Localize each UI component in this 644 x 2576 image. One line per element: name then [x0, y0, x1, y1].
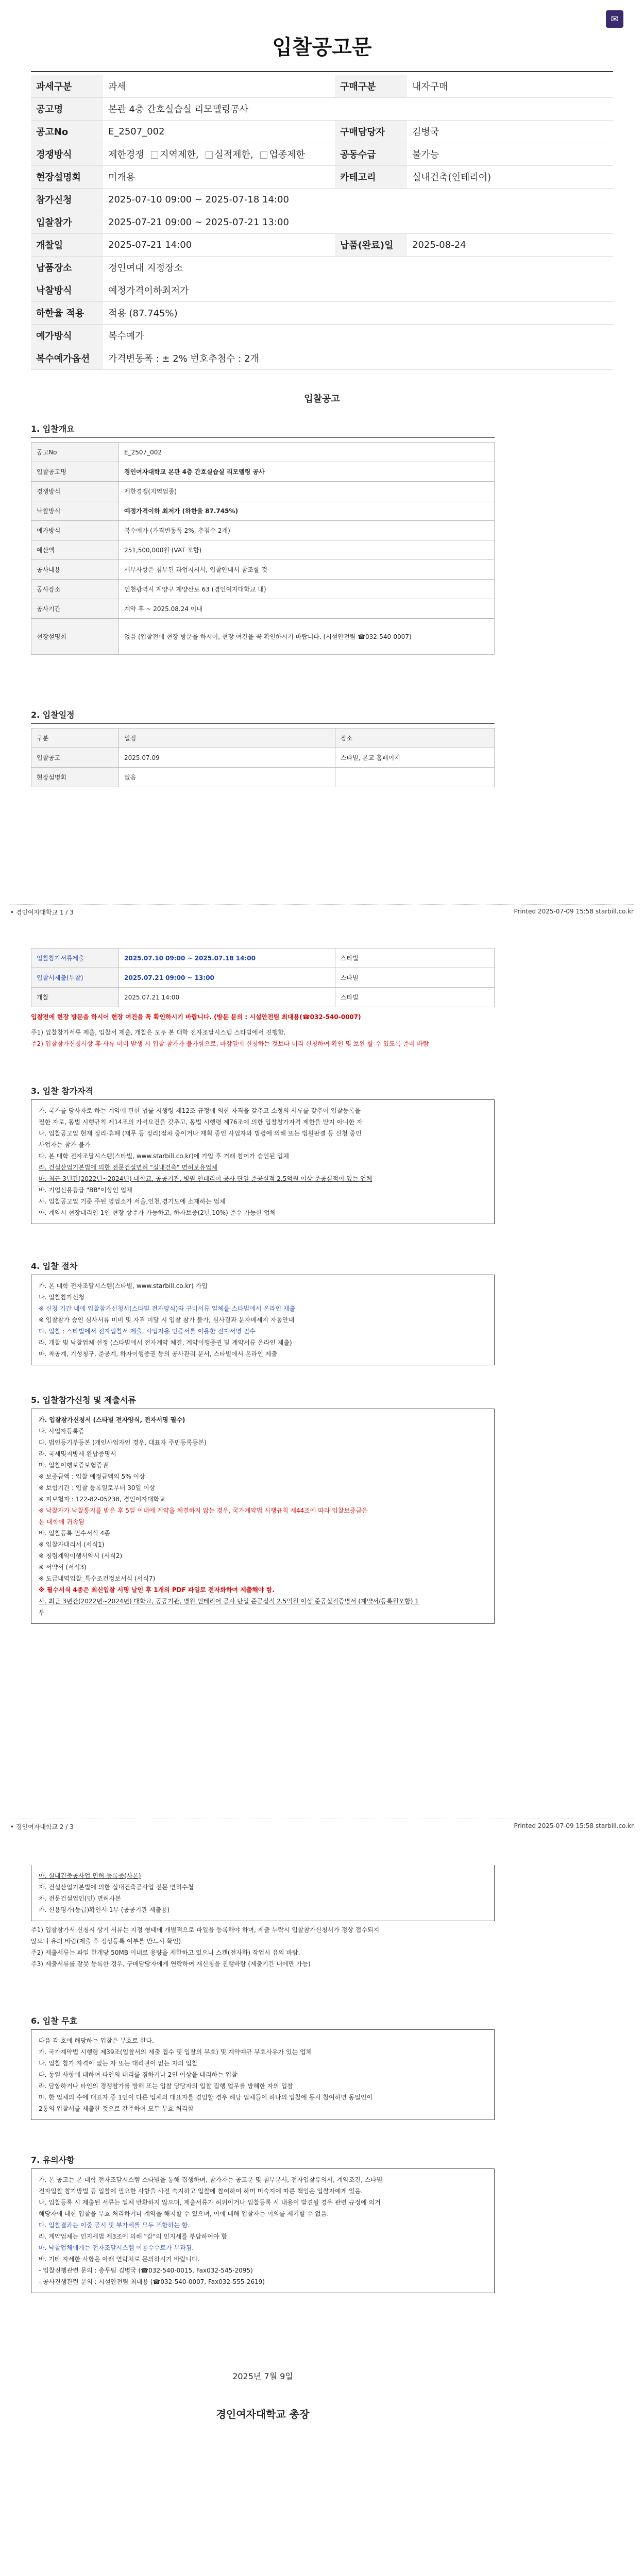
qualifications-box: 가. 국가를 당사자로 하는 계약에 관한 법률 시행령 제12조 규정에 의한 자격을 갖추고 소정의 서류를 갖추어 입찰등록을 필한 자로, 동법 시행규칙 제14조의 가셔요건을 갖추고, 동법 시행령 제76조에 의한 입찰참가자격 제한을 받지 아니한 자 나. 입찰공고일 현재 정리·휴폐 (재무 등 정리)절차 중이거나 재획 중인 사업자와 법령에 의해 또는 법원판결 등 신청 중인 사업자는 참가 불가 다. 본 대학 전자조달시스템(스타빌, www.starbill.co.kr)에 가입 후 거래 참여가 승인된 업체 라. 건설산업기본법에 의한 전문건설면허 "실내건축" 면허보유업체 마. 최근 3년간(2022년~2024년) 대학교, 공공기관, 병원 인테리어 공사 단일 준공실적 2.5억원 이상 준공실적이 있는 업체 바. 기업신용등급 "BB"이상인 업체 사. 입찰공고일 기준 주된 영업소가 서울,인천,경기도에 소재하는 업체 아. 계약시 현장대리인 1인 현장 상주가 가능하고, 하자보증(2년,10%) 준수 가능한 업체 [31, 1099, 495, 1224]
notice-date: 2025년 7월 9일 [232, 2371, 293, 2381]
section-qualifications [31, 1084, 495, 1224]
section-documents [31, 1394, 495, 1624]
section-schedule-continued [31, 948, 495, 1054]
info-row: 공고No E_2507_002 구매담당자 김병국 [31, 120, 613, 143]
table-row: 공사기간 계약 후 ~ 2025.08.24 이내 [31, 599, 495, 619]
section-title: 4. 입찰 절차 [31, 1261, 78, 1271]
table-row: 입찰공고 2025.07.09 스타빌, 본교 홈페이지 [31, 748, 495, 768]
title-divider [31, 71, 613, 72]
documents-box: 가. 입찰참가신청서 (스타빌 전자양식, 전자서명 필수) 나. 사업자등록증 다. 법인등기부등본 (개인사업자인 경우, 대표자 주민등록등본) 라. 국세및지방세 완납증명서 마. 입찰이행보증보험증권 ※ 보증금액 : 입찰 예정금액의 5% 이상 ※ 보험기간 : 입찰 등록일로부터 30일 이상 ※ 피보험자 : 122-82-05238, 경인여자대학교 ※ 낙찰자가 낙찰통지를 받은 후 5일 이내에 계약을 체결하지 않는 경우, 국가계약법 시행규칙 제44조에 따라 입찰보증금은 본 대학에 귀속됨 바. 입찰등록 필수서식 4종 ※ 입찰자대리서 (서식1) ※ 청렴계약이행서약서 (서식2) ※ 서약서 (서식3) ※ 도급내역입찰_특수조건정보서식 (서식7) ※ 필수서식 4종은 최신입찰 서명 날인 후 1개의 PDF 파일로 전자화하여 제출해야 함. 사. 최근 3년간(2022년~2024년) 대학교, 공공기관, 병원 인테리어 공사 단일 준공실적 2.5억원 이상 준공실적증명서 (계약서/등록원포함) 1 부 [31, 1409, 495, 1624]
section-title: 2. 입찰일정 [31, 710, 75, 720]
section-title: 1. 입찰개요 [31, 424, 75, 434]
schedule-table [31, 728, 495, 787]
section-schedule [31, 708, 495, 787]
section-title: 6. 입찰 무효 [31, 2016, 78, 2026]
section-documents-continued: 아. 실내건축공사업 면허 등록증(사본) 자. 건설산업기본법에 의한 실내건축공사업 전문 면허수첩 차. 전문건설업인(민) 면허사본 카. 신용평가(등급)확인서 1부 (공공기관 제출용) 주1) 입찰참가서 신청시 상기 서류는 지정 형태에 개별적으로 파일을 등록해야 하며, 제출 누락시 입찰참가신청서가 정상 접수되지 않으니 유의 바람(제출 후 정상등록 여부를 반드시 확인) 주2) 제출서류는 파일 한개당 50MB 이내로 용량을 제한하고 있으니 스캔(전자화) 작업시 유의 바람. 주3) 제출서류를 잘못 등록한 경우, 구매담당자에게 연락하여 재신청을 진행바람 (제출기간 내에만 가능) [31, 1865, 495, 1970]
page-title: 입찰공고문 [272, 36, 372, 59]
info-row: 경쟁방식 제한경쟁 지역제한, 실적제한, 업종제한 공동수급 불가능 [31, 143, 613, 165]
table-row: 공사장소 인천광역시 계양구 계양산로 63 (경인여자대학교 내) [31, 580, 495, 599]
info-row: 낙찰방식 예정가격이하최저가 [31, 279, 613, 301]
section-title: 5. 입찰참가신청 및 제출서류 [31, 1395, 136, 1405]
starbill-logo-icon[interactable]: ✉ [606, 10, 623, 28]
note: 주2) 입찰참가신청서상 휴·사류 미비 발생 시 입찰 참가가 불가함으로, 마감일에 신청하는 것보다 미리 신청하여 확인 및 보완 할 수 있도록 준비 바람 [31, 1040, 429, 1047]
documents-box-continued: 아. 실내건축공사업 면허 등록증(사본) 자. 건설산업기본법에 의한 실내건축공사업 전문 면허수첩 차. 전문건설업인(민) 면허사본 카. 신용평가(등급)확인서 1부 (공공기관 제출용) [31, 1865, 495, 1921]
page-footer-right: Printed 2025-07-09 15:58 starbill.co.kr [514, 1822, 634, 1829]
bid-info-table [31, 75, 613, 370]
section-procedure [31, 1260, 495, 1365]
table-row: 예산액 251,500,000원 (VAT 포함) [31, 540, 495, 560]
info-row: 공고명 본관 4층 간호실습실 리모델링공사 [31, 97, 613, 120]
section-title: 3. 입찰 참가자격 [31, 1086, 94, 1096]
section-overview [31, 422, 495, 655]
info-row: 하한율 적용 적용 (87.745%) [31, 301, 613, 324]
info-row: 현장설명회 미개용 카테고리 실내건축(인테리어) [31, 165, 613, 188]
site-visit-warning: 입찰전에 현장 방문을 하시어 현장 여건을 꼭 확인하시기 바랍니다. (방문 문의 : 시설안전팀 최대용(☎032-540-0007) [31, 1013, 361, 1021]
page-footer-left: • 경인여자대학교 1 / 3 [10, 909, 74, 916]
info-row: 개찰일 2025-07-21 14:00 납품(완료)일 2025-08-24 [31, 233, 613, 256]
section-precautions [31, 2154, 495, 2293]
section-invalid-bids [31, 2014, 495, 2120]
checkbox-icon [151, 151, 158, 159]
info-row: 참가신청 2025-07-10 09:00 ~ 2025-07-18 14:00 [31, 188, 613, 211]
issuer-signoff: 경인여자대학교 총장 [216, 2408, 310, 2420]
table-row: 낙찰방식 예정가격이하 최저가 (하한율 87.745%) [31, 501, 495, 521]
table-header: 구분 일정 장소 [31, 728, 495, 748]
table-row: 공고No E_2507_002 [31, 443, 495, 462]
invalid-bids-box: 다음 각 호에 해당하는 입찰은 무효로 한다. 가. 국가계약법 시행령 제39조(입찰서의 제출 접수 및 입찰의 무효) 및 계약예규 무효사유가 있는 업체 나. 입찰 참가 자격이 없는 자 또는 대리권이 없는 자의 입찰 다. 동일 사항에 대하여 타인의 대리를 겸하거나 2인 이상을 대리하는 입찰 라. 담합하거나 타인의 경쟁참가를 방해 또는 입찰 당당자의 입찰 집행 업무를 방해한 자의 입찰 마. 한 업체의 수에 대표자 중 1인이 다른 업체의 대표자를 겸임할 경우 해당 업체들이 하나의 입찰에 동시 참여하면 동일인이 2통의 입찰서를 제출한 것으로 간주하여 모두 무효 처리함 [31, 2029, 495, 2120]
table-row: 예가방식 복수예가 (가격변동폭 2%, 추첨수 2개) [31, 521, 495, 540]
info-row: 예가방식 복수예가 [31, 324, 613, 347]
table-row: 입찰참가서류제출 2025.07.10 09:00 ~ 2025.07.18 14:00 스타빌 [31, 948, 495, 968]
table-row: 입찰서제출(투찰) 2025.07.21 09:00 ~ 13:00 스타빌 [31, 968, 495, 988]
table-row: 개찰 2025.07.21 14:00 스타빌 [31, 988, 495, 1007]
info-row: 납품장소 경인여대 지정장소 [31, 256, 613, 279]
overview-table [31, 442, 495, 655]
page-footer-right: Printed 2025-07-09 15:58 starbill.co.kr [514, 908, 634, 915]
checkbox-icon [260, 151, 267, 159]
table-row: 경쟁방식 제한경쟁(지역업종) [31, 482, 495, 501]
checkbox-icon [206, 151, 213, 159]
table-row: 현장설명회 없음 [31, 768, 495, 787]
procedure-box: 가. 본 대학 전자조달시스템(스타빌, www.starbill.co.kr) 가입 나. 입찰참가신청 ※ 신청 기간 내에 입찰참가신청서(스타빌 전자양식)와 구비서류 일체를 스타빌에서 온라인 제출 ※ 입찰참가 승인 심사서류 미비 및 자격 미달 시 입찰 참가 불가, 심사결과 문자메세지 자동안내 다. 입찰 : 스타빌에서 전자입찰서 제출, 사업자용 인증서를 이용한 전자서명 필수 라. 개찰 및 낙찰업체 선정 (스타빌에서 전자계약 체결, 계약이행증권 및 계약서류 온라인 제출) 마. 착공계, 기성청구, 준공계, 하자이행증권 등의 공사관리 문서, 스타빌에서 온라인 제출 [31, 1275, 495, 1365]
section-title: 7. 유의사항 [31, 2155, 75, 2165]
page-footer-left: • 경인여자대학교 2 / 3 [10, 1823, 74, 1831]
table-row: 공사내용 세부사항은 첨부된 과업지시서, 입찰안내서 참조할 것 [31, 560, 495, 580]
notice-heading: 입찰공고 [304, 394, 340, 404]
info-row: 입찰참가 2025-07-21 09:00 ~ 2025-07-21 13:00 [31, 211, 613, 233]
note: 주1) 입찰참가서류 제출, 입찰서 제출, 개찰은 모두 본 대학 전자조달시스템 스타빌에서 진행함. [31, 1029, 286, 1036]
competition-options: 제한경쟁 지역제한, 실적제한, 업종제한 [103, 143, 335, 165]
table-row: 현장설명회 없음 (입찰전에 현장 방문을 하시어, 현장 여건을 꼭 확인하시기 바랍니다. (시설안전팀 ☎032-540-0007) [31, 619, 495, 655]
precautions-box: 가. 본 공고는 본 대학 전자조달시스템 스타빌을 통해 집행하며, 참가자는 공고문 및 첨부문서, 전자입찰유의서, 계약조건, 스타빌 전자입찰 참가방법 등 입찰에 필요한 사항을 사전 숙지하고 입찰에 참여하여 하며 미숙지에 따른 책임은 입찰자에게 있음. 나. 입찰등록 시 제출된 서류는 일체 반환하지 않으며, 제출서류가 허위이거나 입찰등록 시 내용이 발견될 경우 관련 규정에 의거 해당자에 대한 입찰을 무효 처리하거나 계약을 해지할 수 있으며, 이에 대해 입찰자는 이의를 제기할 수 없음. 다. 입찰결과는 이중 공시 및 부가세를 모두 포함하는 함. 라. 계약업체는 인지세법 제3조에 의해 "갑"의 인지세를 부담하여야 함 마. 낙찰업체에게는 전자조달시스템 이용수수료가 부과됨. 바. 기타 자세한 사항은 아래 연락처로 문의하시기 바랍니다. - 입찰진행관련 문의 : 총무팀 김병국 (☎032-540-0015, Fax032-545-2095) - 공사진행관련 문의 : 시설안전팀 최대용 (☎032-540-0007, Fax032-555-2619) [31, 2168, 495, 2293]
info-row: 복수예가옵션 가격변동폭 : ± 2% 번호추첨수 : 2개 [31, 347, 613, 369]
schedule-table-2 [31, 948, 495, 1007]
info-row: 과세구분 과세 구매구분 내자구매 [31, 75, 613, 97]
table-row: 입찰공고명 경인여자대학교 본관 4층 간호실습실 리모델링 공사 [31, 462, 495, 482]
